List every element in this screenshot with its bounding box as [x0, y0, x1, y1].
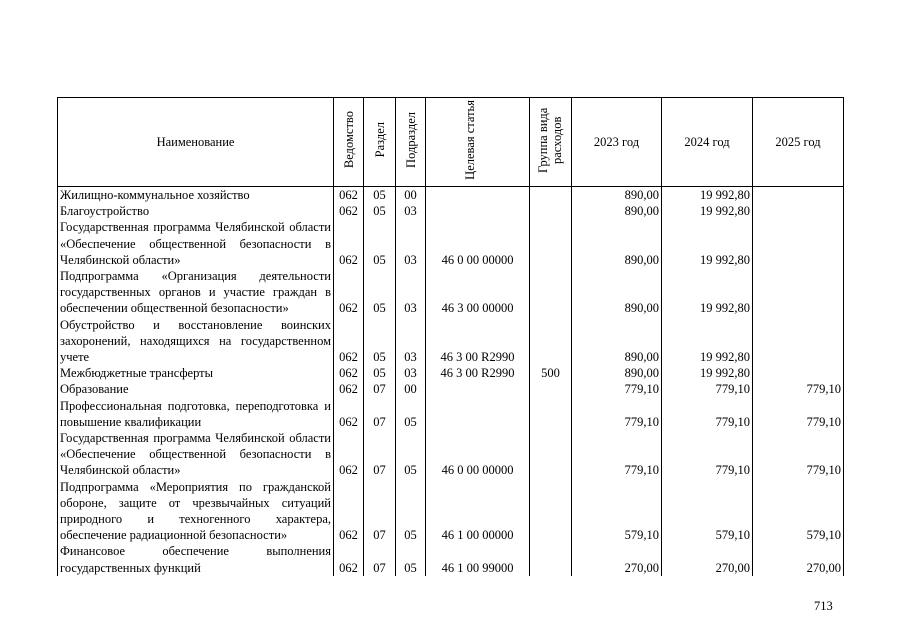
header-subsection: Подраздел: [396, 98, 426, 187]
row-2023: 779,10: [572, 398, 662, 430]
row-2023: 779,10: [572, 430, 662, 479]
row-subsection: 05: [396, 543, 426, 575]
row-section: 07: [364, 381, 396, 397]
row-2023: 890,00: [572, 268, 662, 317]
row-name: Профессиональная подготовка, переподготовка и повышение квалификации: [58, 398, 334, 430]
row-section: 05: [364, 203, 396, 219]
row-target: 46 1 00 00000: [426, 479, 530, 544]
header-section: Раздел: [364, 98, 396, 187]
row-subsection: 05: [396, 398, 426, 430]
table-row: [58, 543, 844, 575]
row-subsection: 03: [396, 317, 426, 366]
table-row: [58, 381, 844, 397]
row-section: 05: [364, 187, 396, 204]
row-2023: 890,00: [572, 365, 662, 381]
header-group: Группа вида расходов: [530, 98, 572, 187]
row-section: 07: [364, 430, 396, 479]
row-section: 07: [364, 398, 396, 430]
table-row: [58, 479, 844, 544]
row-group: 500: [530, 365, 572, 381]
row-2024: 19 992,80: [662, 317, 753, 366]
row-2023: 890,00: [572, 219, 662, 268]
row-2025: 270,00: [753, 543, 844, 575]
row-2024: 19 992,80: [662, 268, 753, 317]
row-dept: 062: [334, 365, 364, 381]
row-name: Межбюджетные трансферты: [58, 365, 334, 381]
header-target: Целевая статья: [426, 98, 530, 187]
row-subsection: 00: [396, 381, 426, 397]
row-2023: 890,00: [572, 203, 662, 219]
row-target: 46 3 00 00000: [426, 268, 530, 317]
row-section: 05: [364, 317, 396, 366]
row-2024: 779,10: [662, 430, 753, 479]
row-name: Благоустройство: [58, 203, 334, 219]
table-row: [58, 219, 844, 268]
row-subsection: 03: [396, 268, 426, 317]
row-2024: 270,00: [662, 543, 753, 575]
row-section: 07: [364, 479, 396, 544]
row-name: Подпрограмма «Организация деятельности государственных органов и участие граждан в обеспечении общественной безопасности»: [58, 268, 334, 317]
row-dept: 062: [334, 398, 364, 430]
row-dept: 062: [334, 543, 364, 575]
row-2024: 779,10: [662, 398, 753, 430]
row-group: [530, 268, 572, 317]
row-group: [530, 317, 572, 366]
row-2025: 779,10: [753, 430, 844, 479]
row-group: [530, 203, 572, 219]
header-2025: 2025 год: [753, 98, 844, 187]
header-2023: 2023 год: [572, 98, 662, 187]
header-name: Наименование: [58, 98, 334, 187]
row-target: [426, 203, 530, 219]
row-subsection: 03: [396, 203, 426, 219]
row-name: Государственная программа Челябинской области «Обеспечение общественной безопасности в Челябинской области»: [58, 219, 334, 268]
row-2025: [753, 268, 844, 317]
table-row: [58, 268, 844, 317]
header-dept: Ведомство: [334, 98, 364, 187]
row-section: 05: [364, 219, 396, 268]
row-subsection: 03: [396, 365, 426, 381]
row-2025: [753, 203, 844, 219]
row-dept: 062: [334, 219, 364, 268]
row-2024: 579,10: [662, 479, 753, 544]
row-dept: 062: [334, 203, 364, 219]
row-group: [530, 398, 572, 430]
budget-table: [57, 97, 844, 576]
row-2024: 779,10: [662, 381, 753, 397]
row-name: Государственная программа Челябинской области «Обеспечение общественной безопасности в Челябинской области»: [58, 430, 334, 479]
row-2025: 779,10: [753, 381, 844, 397]
row-target: 46 3 00 R2990: [426, 317, 530, 366]
row-2025: [753, 219, 844, 268]
table-row: [58, 187, 844, 204]
row-2024: 19 992,80: [662, 365, 753, 381]
table-header: [58, 98, 844, 187]
row-group: [530, 219, 572, 268]
row-subsection: 03: [396, 219, 426, 268]
row-2025: [753, 187, 844, 204]
row-section: 07: [364, 543, 396, 575]
row-subsection: 05: [396, 479, 426, 544]
row-2024: 19 992,80: [662, 219, 753, 268]
row-target: [426, 187, 530, 204]
row-2023: 270,00: [572, 543, 662, 575]
row-target: 46 0 00 00000: [426, 430, 530, 479]
row-target: 46 0 00 00000: [426, 219, 530, 268]
row-dept: 062: [334, 268, 364, 317]
row-dept: 062: [334, 317, 364, 366]
row-target: [426, 398, 530, 430]
row-dept: 062: [334, 479, 364, 544]
row-2025: 779,10: [753, 398, 844, 430]
row-2023: 890,00: [572, 317, 662, 366]
row-section: 05: [364, 268, 396, 317]
row-section: 05: [364, 365, 396, 381]
row-name: Обустройство и восстановление воинских захоронений, находящихся на государственном учете: [58, 317, 334, 366]
row-group: [530, 187, 572, 204]
row-name: Образование: [58, 381, 334, 397]
row-target: 46 1 00 99000: [426, 543, 530, 575]
table-row: [58, 203, 844, 219]
row-dept: 062: [334, 187, 364, 204]
row-group: [530, 479, 572, 544]
header-2024: 2024 год: [662, 98, 753, 187]
row-group: [530, 543, 572, 575]
row-2023: 579,10: [572, 479, 662, 544]
row-target: 46 3 00 R2990: [426, 365, 530, 381]
row-2024: 19 992,80: [662, 187, 753, 204]
row-group: [530, 430, 572, 479]
row-2023: 779,10: [572, 381, 662, 397]
table-row: [58, 365, 844, 381]
row-name: Подпрограмма «Мероприятия по гражданской обороне, защите от чрезвычайных ситуаций природного и техногенного характера, обеспечение радиационной безопасности»: [58, 479, 334, 544]
row-dept: 062: [334, 381, 364, 397]
row-subsection: 00: [396, 187, 426, 204]
table-row: [58, 398, 844, 430]
row-target: [426, 381, 530, 397]
row-2024: 19 992,80: [662, 203, 753, 219]
table-row: [58, 317, 844, 366]
row-2025: [753, 365, 844, 381]
row-name: Финансовое обеспечение выполнения государственных функций: [58, 543, 334, 575]
page-number: 713: [814, 599, 833, 613]
table-body: [58, 187, 844, 576]
row-subsection: 05: [396, 430, 426, 479]
row-2023: 890,00: [572, 187, 662, 204]
row-2025: 579,10: [753, 479, 844, 544]
row-2025: [753, 317, 844, 366]
row-name: Жилищно-коммунальное хозяйство: [58, 187, 334, 204]
row-group: [530, 381, 572, 397]
table-row: [58, 430, 844, 479]
row-dept: 062: [334, 430, 364, 479]
